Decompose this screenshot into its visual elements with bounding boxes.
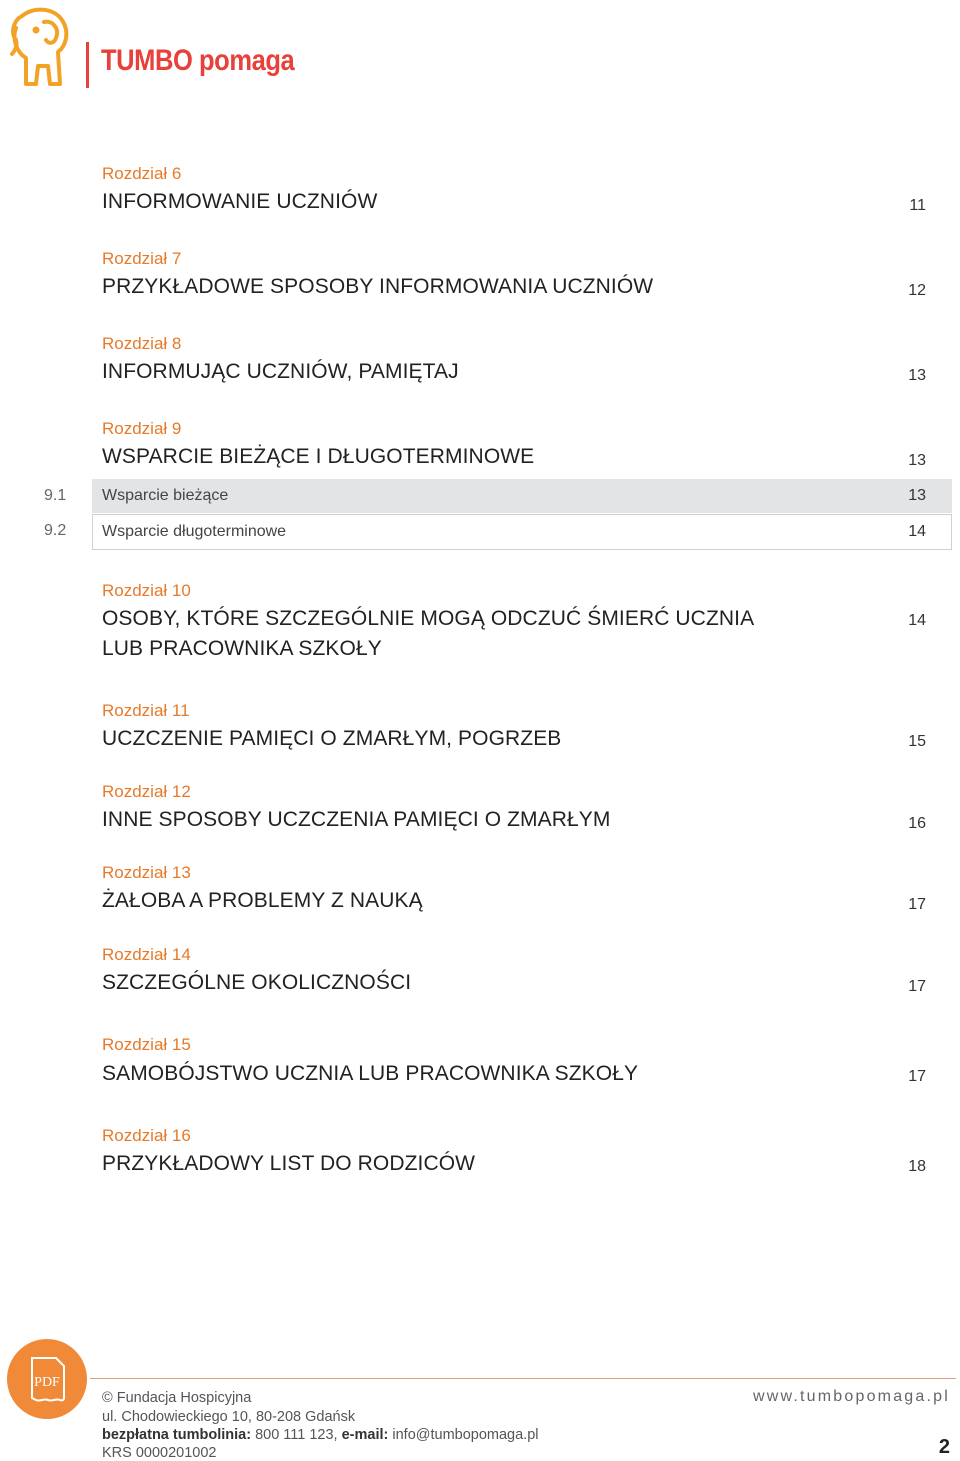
helpline-number[interactable]: 800 111 123, (255, 1427, 338, 1443)
email-link[interactable]: info@tumbopomaga.pl (392, 1427, 539, 1443)
chapter-page-number: 17 (908, 978, 926, 995)
chapter-page-number: 11 (909, 197, 926, 214)
pdf-icon (6, 1338, 88, 1420)
footer-krs: KRS 0000201002 (102, 1445, 217, 1461)
chapter-page-number: 18 (908, 1158, 926, 1175)
chapter-title[interactable]: INNE SPOSOBY UCZCZENIA PAMIĘCI O ZMARŁYM (102, 808, 611, 831)
chapter-page-number: 14 (908, 612, 926, 629)
chapter-label: Rozdział 12 (102, 782, 191, 801)
chapter-title[interactable]: WSPARCIE BIEŻĄCE I DŁUGOTERMINOWE (102, 445, 535, 468)
chapter-title[interactable]: SZCZEGÓLNE OKOLICZNOŚCI (102, 971, 412, 994)
chapter-page-number: 17 (908, 896, 926, 913)
footer-address: ul. Chodowieckiego 10, 80-208 Gdańsk (102, 1409, 356, 1425)
subsection-number: 9.2 (44, 522, 67, 539)
footer-copyright: © Fundacja Hospicyjna (102, 1390, 252, 1406)
chapter-title[interactable]: OSOBY, KTÓRE SZCZEGÓLNIE MOGĄ ODCZUĆ ŚMIERĆ UCZNIA (102, 607, 755, 630)
helpline-label: bezpłatna tumbolinia: (102, 1427, 252, 1443)
website-link[interactable]: www.tumbopomaga.pl (752, 1388, 950, 1405)
chapter-label: Rozdział 10 (102, 581, 191, 600)
chapter-title[interactable]: UCZCZENIE PAMIĘCI O ZMARŁYM, POGRZEB (102, 727, 562, 750)
chapter-title[interactable]: PRZYKŁADOWY LIST DO RODZICÓW (102, 1152, 476, 1175)
chapter-title[interactable]: PRZYKŁADOWE SPOSOBY INFORMOWANIA UCZNIÓW (102, 275, 654, 298)
chapter-label: Rozdział 7 (102, 249, 182, 268)
subsection-row[interactable] (92, 479, 952, 513)
chapter-title[interactable]: INFORMUJĄC UCZNIÓW, PAMIĘTAJ (102, 360, 459, 383)
pdf-icon-label: PDF (34, 1375, 60, 1390)
chapter-page-number: 13 (908, 452, 926, 469)
footer-contact (102, 1427, 539, 1443)
chapter-page-number: 13 (908, 367, 926, 384)
chapter-title[interactable]: SAMOBÓJSTWO UCZNIA LUB PRACOWNIKA SZKOŁY (102, 1062, 639, 1085)
chapter-label: Rozdział 11 (102, 701, 190, 720)
chapter-title[interactable]: ŻAŁOBA A PROBLEMY Z NAUKĄ (102, 889, 423, 912)
chapter-title-continuation[interactable]: LUB PRACOWNIKA SZKOŁY (102, 637, 382, 660)
brand-name: TUMBO pomaga (101, 44, 295, 77)
chapter-label: Rozdział 6 (102, 164, 182, 183)
chapter-label: Rozdział 8 (102, 334, 182, 353)
subsection-number: 9.1 (44, 487, 67, 504)
subsection-page-number: 14 (908, 523, 926, 540)
chapter-label: Rozdział 9 (102, 419, 182, 438)
chapter-label: Rozdział 13 (102, 863, 191, 882)
subsection-title: Wsparcie długoterminowe (102, 523, 287, 540)
subsection-title: Wsparcie bieżące (102, 487, 229, 504)
chapter-label: Rozdział 16 (102, 1126, 191, 1145)
chapter-page-number: 12 (908, 282, 926, 299)
email-label: e-mail: (341, 1427, 389, 1443)
chapter-page-number: 17 (908, 1068, 926, 1085)
page-number: 2 (938, 1436, 950, 1458)
chapter-label: Rozdział 15 (102, 1035, 191, 1054)
subsection-row[interactable] (92, 514, 952, 550)
chapter-label: Rozdział 14 (102, 945, 191, 964)
chapter-page-number: 15 (908, 733, 926, 750)
footer-divider (90, 1378, 956, 1379)
subsection-page-number: 13 (908, 487, 926, 504)
chapter-page-number: 16 (908, 815, 926, 832)
chapter-title[interactable]: INFORMOWANIE UCZNIÓW (102, 190, 378, 213)
